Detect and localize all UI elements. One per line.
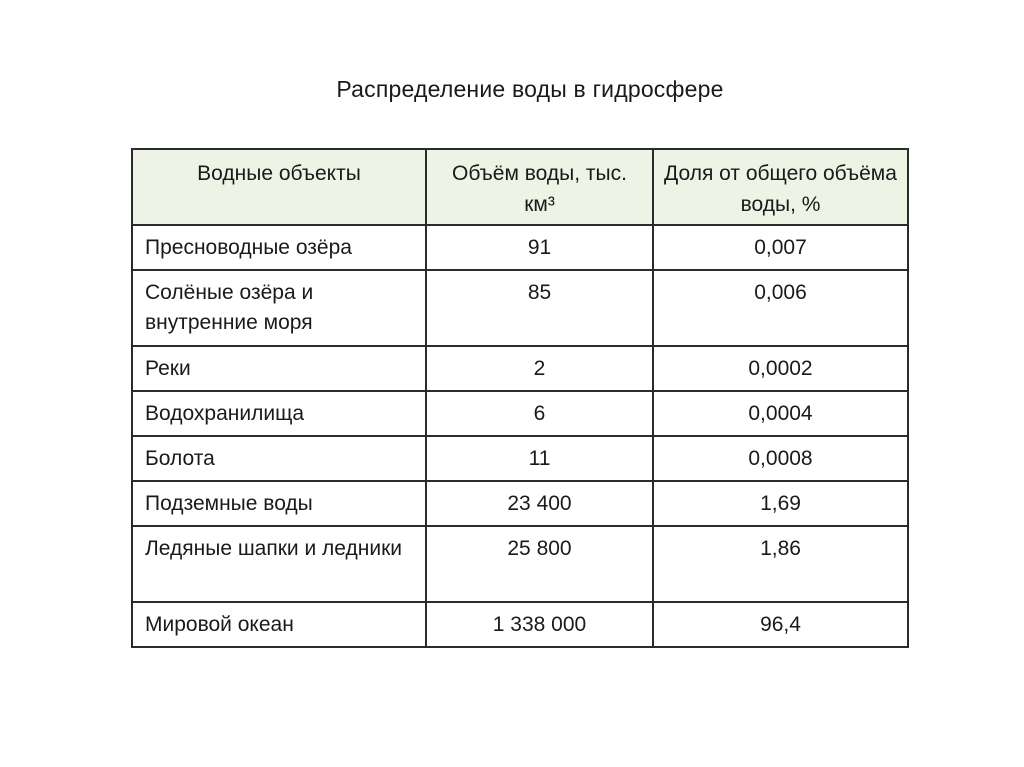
table-row <box>132 225 908 270</box>
page-title: Распределение воды в гидросфере <box>336 76 724 102</box>
table-row <box>132 481 908 526</box>
cell-volume: 11 <box>426 436 653 481</box>
cell-share: 0,0008 <box>653 436 908 481</box>
header-share-percent: Доля от общего объёма воды, % <box>653 149 908 225</box>
table-row <box>132 346 908 391</box>
cell-object: Болота <box>132 436 426 481</box>
cell-volume: 6 <box>426 391 653 436</box>
cell-share: 1,69 <box>653 481 908 526</box>
cell-volume: 2 <box>426 346 653 391</box>
cell-object: Ледяные шапки и ледники <box>132 526 426 602</box>
cell-share: 0,006 <box>653 270 908 346</box>
cell-volume: 85 <box>426 270 653 346</box>
header-water-volume: Объём воды, тыс. км³ <box>426 149 653 225</box>
cell-volume: 23 400 <box>426 481 653 526</box>
table-row <box>132 391 908 436</box>
cell-object: Водохранилища <box>132 391 426 436</box>
cell-object: Подземные воды <box>132 481 426 526</box>
table-row <box>132 270 908 346</box>
water-distribution-table <box>131 148 909 648</box>
cell-share: 0,0002 <box>653 346 908 391</box>
cell-share: 0,0004 <box>653 391 908 436</box>
table-row <box>132 436 908 481</box>
cell-object: Солёные озёра и внутренние моря <box>132 270 426 346</box>
cell-object: Пресноводные озёра <box>132 225 426 270</box>
cell-share: 96,4 <box>653 602 908 647</box>
cell-volume: 1 338 000 <box>426 602 653 647</box>
cell-share: 1,86 <box>653 526 908 602</box>
table-row <box>132 602 908 647</box>
cell-object: Реки <box>132 346 426 391</box>
table-header-row <box>132 149 908 225</box>
cell-share: 0,007 <box>653 225 908 270</box>
header-water-objects: Водные объекты <box>132 149 426 225</box>
cell-volume: 91 <box>426 225 653 270</box>
cell-volume: 25 800 <box>426 526 653 602</box>
cell-object: Мировой океан <box>132 602 426 647</box>
table-row <box>132 526 908 602</box>
